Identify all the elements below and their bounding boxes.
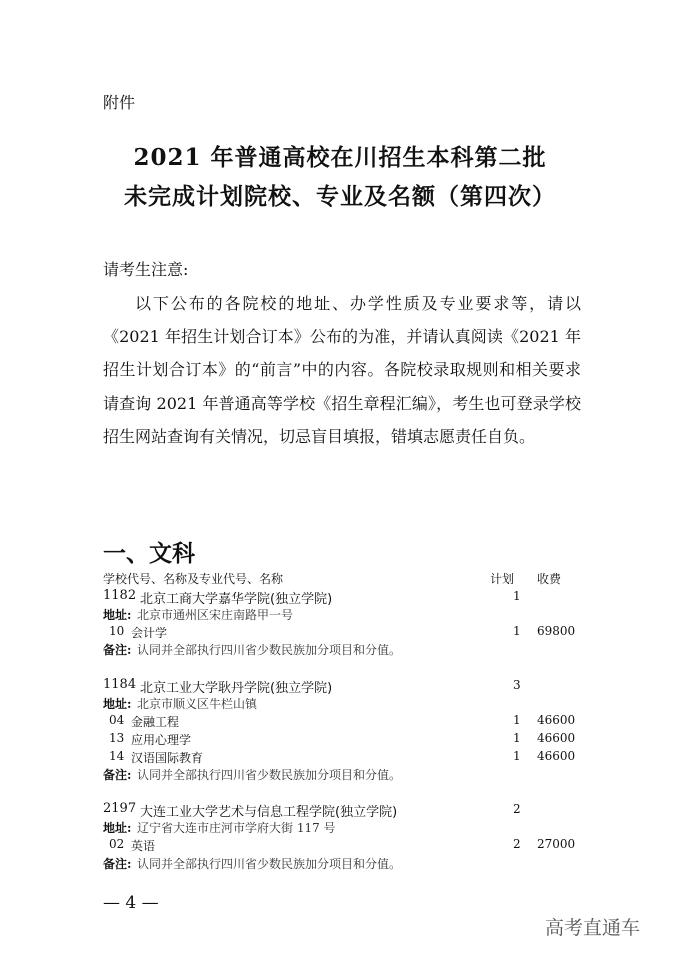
table-header-plan: 计划 <box>490 572 515 586</box>
note-label: 备注: <box>103 768 132 782</box>
major-fee: 69800 <box>537 624 576 638</box>
major-fee: 46600 <box>537 731 576 745</box>
major-name: 会计学 <box>131 626 168 640</box>
school-note: 认同并全部执行四川省少数民族加分项目和分值。 <box>137 643 402 657</box>
major-code: 13 <box>109 731 125 745</box>
major-fee: 46600 <box>537 713 576 727</box>
note-label: 备注: <box>103 857 132 871</box>
major-plan: 1 <box>513 749 521 763</box>
school-note: 认同并全部执行四川省少数民族加分项目和分值。 <box>137 768 402 782</box>
school-name: 大连工业大学艺术与信息工程学院(独立学院) <box>140 805 398 820</box>
school-name: 北京工商大学嘉华学院(独立学院) <box>140 592 333 607</box>
table-header-label: 学校代号、名称及专业代号、名称 <box>103 572 284 586</box>
school-code: 1182 <box>103 588 137 603</box>
table-header-fee: 收费 <box>537 572 562 586</box>
notice-body: 以下公布的各院校的地址、办学性质及专业要求等，请以《2021 年招生计划合订本》公布的为准，并请认真阅读《2021 年招生计划合订本》的“前言”中的内容。各院校录取规则和相关要求请查询 2021 年普通高等学校《招生章程汇编》，考生也可登录学校招生网站查询有关情况，切忌盲目填报，错填志愿责任自负。 <box>103 294 581 446</box>
school-address: 辽宁省大连市庄河市学府大街 117 号 <box>137 821 336 835</box>
address-label: 地址: <box>103 608 132 622</box>
major-code: 04 <box>109 713 125 727</box>
major-fee: 27000 <box>537 837 576 851</box>
major-name: 应用心理学 <box>131 733 192 747</box>
major-plan: 1 <box>513 713 521 727</box>
notice-heading: 请考生注意: <box>103 260 189 279</box>
major-code: 02 <box>109 837 125 851</box>
major-fee: 46600 <box>537 749 576 763</box>
school-plan: 3 <box>513 678 521 692</box>
major-name: 金融工程 <box>131 715 180 729</box>
major-code: 14 <box>109 749 125 763</box>
major-name: 英语 <box>131 839 156 853</box>
school-address: 北京市顺义区牛栏山镇 <box>137 697 258 711</box>
note-label: 备注: <box>103 643 132 657</box>
watermark-text: 高考直通车 <box>545 917 641 939</box>
major-code: 10 <box>109 624 125 638</box>
school-code: 1184 <box>103 677 137 692</box>
address-label: 地址: <box>103 697 132 711</box>
major-plan: 1 <box>513 624 521 638</box>
attachment-label: 附件 <box>103 93 136 112</box>
major-plan: 1 <box>513 731 521 745</box>
section-title: 一、文科 <box>103 541 195 567</box>
school-address: 北京市通州区宋庄南路甲一号 <box>137 608 294 622</box>
school-plan: 1 <box>513 589 521 603</box>
major-name: 汉语国际教育 <box>131 751 204 765</box>
school-name: 北京工业大学耿丹学院(独立学院) <box>140 681 333 696</box>
address-label: 地址: <box>103 821 132 835</box>
school-plan: 2 <box>513 802 521 816</box>
document-title-line-1: 2021 年普通高校在川招生本科第二批 <box>133 144 547 171</box>
major-plan: 2 <box>513 837 521 851</box>
page-number: — 4 — <box>103 893 159 913</box>
school-note: 认同并全部执行四川省少数民族加分项目和分值。 <box>137 857 402 871</box>
school-code: 2197 <box>103 801 137 816</box>
document-title-line-2: 未完成计划院校、专业及名额（第四次） <box>124 183 556 210</box>
